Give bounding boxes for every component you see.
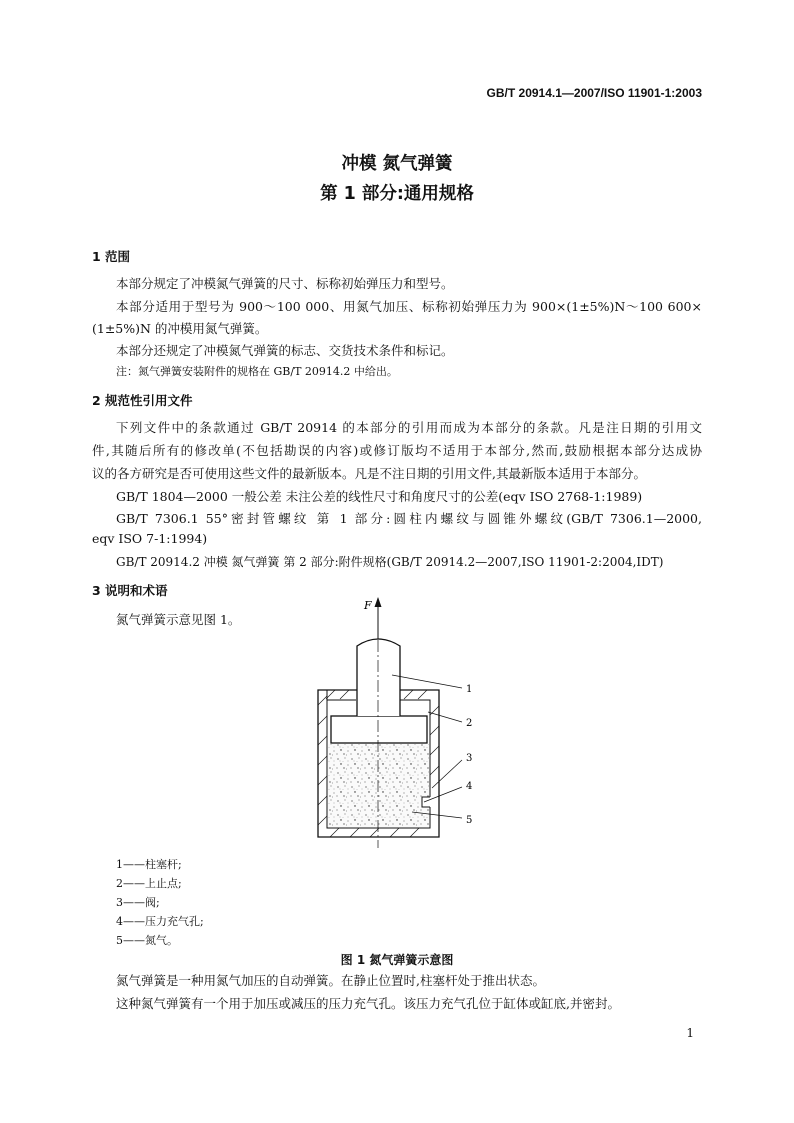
reference-2-line-2: eqv ISO 7-1:1994) (92, 531, 208, 546)
callout-1: 1 (466, 684, 473, 695)
section-1-para-2-line-2: (1±5%)N 的冲模用氮气弹簧。 (92, 321, 268, 336)
callout-5: 5 (466, 815, 473, 826)
section-1-heading: 1 范围 (92, 249, 131, 264)
callout-2: 2 (466, 718, 473, 729)
callout-3: 3 (466, 753, 473, 764)
section-1-para-2-line-1: 本部分适用于型号为 900～100 000、用氮气加压、标称初始弹压力为 900×(1±5%)N～100 600× (116, 299, 702, 314)
legend-item-1: 1——柱塞杆; (116, 858, 182, 871)
section-3-para-2: 氮气弹簧是一种用氮气加压的自动弹簧。在静止位置时,柱塞杆处于推出状态。 (116, 973, 545, 988)
section-1-note: 注：氮气弹簧安装附件的规格在 GB/T 20914.2 中给出。 (116, 365, 398, 378)
reference-1: GB/T 1804—2000 一般公差 未注公差的线性尺寸和角度尺寸的公差(eqv ISO 2768-1:1989) (116, 489, 643, 504)
force-arrow-head (375, 597, 382, 607)
piston-head (331, 716, 427, 743)
reference-3: GB/T 20914.2 冲模 氮气弹簧 第 2 部分:附件规格(GB/T 20914.2—2007,ISO 11901-2:2004,IDT) (116, 555, 664, 569)
section-2-para-line-3: 议的各方研究是否可使用这些文件的最新版本。凡是不注日期的引用文件,其最新版本适用于本部分。 (92, 466, 646, 481)
legend-item-2: 2——上止点; (116, 877, 182, 890)
figure-caption: 图 1 氮气弹簧示意图 (340, 953, 454, 967)
section-3-para-3: 这种氮气弹簧有一个用于加压或减压的压力充气孔。该压力充气孔位于缸体或缸底,并密封。 (116, 996, 620, 1011)
page-number: 1 (686, 1026, 694, 1040)
standard-number: GB/T 20914.1—2007/ISO 11901-1:2003 (486, 86, 702, 100)
legend-item-5: 5——氮气。 (116, 934, 178, 947)
section-3-para-1: 氮气弹簧示意见图 1。 (116, 612, 241, 627)
reference-2-line-1: GB/T 7306.1 55°密封管螺纹 第 1 部分:圆柱内螺纹与圆锥外螺纹(GB/T 7306.1—2000, (116, 511, 702, 526)
section-1-para-1: 本部分规定了冲模氮气弹簧的尺寸、标称初始弹压力和型号。 (116, 276, 454, 291)
document-subtitle: 第 1 部分:通用规格 (320, 184, 474, 204)
leader-1 (392, 675, 462, 688)
charging-port (422, 797, 430, 807)
legend-item-4: 4——压力充气孔; (116, 915, 204, 928)
section-2-heading: 2 规范性引用文件 (92, 393, 193, 408)
leader-3 (432, 760, 462, 788)
callout-4: 4 (466, 781, 473, 792)
legend-item-3: 3——阀; (116, 896, 160, 909)
leader-2 (428, 712, 462, 722)
piston-rod (357, 639, 400, 716)
nitrogen-gas-area (328, 744, 429, 827)
force-label: F (364, 599, 372, 612)
section-1-para-3: 本部分还规定了冲模氮气弹簧的标志、交货技术条件和标记。 (116, 343, 454, 358)
document-title: 冲模 氮气弹簧 (341, 154, 453, 174)
section-3-heading: 3 说明和术语 (92, 583, 168, 598)
section-2-para-line-2: 件,其随后所有的修改单(不包括勘误的内容)或修订版均不适用于本部分,然而,鼓励根据本部分达成协 (92, 443, 702, 458)
section-2-para-line-1: 下列文件中的条款通过 GB/T 20914 的本部分的引用而成为本部分的条款。凡是注日期的引用文 (116, 420, 702, 435)
